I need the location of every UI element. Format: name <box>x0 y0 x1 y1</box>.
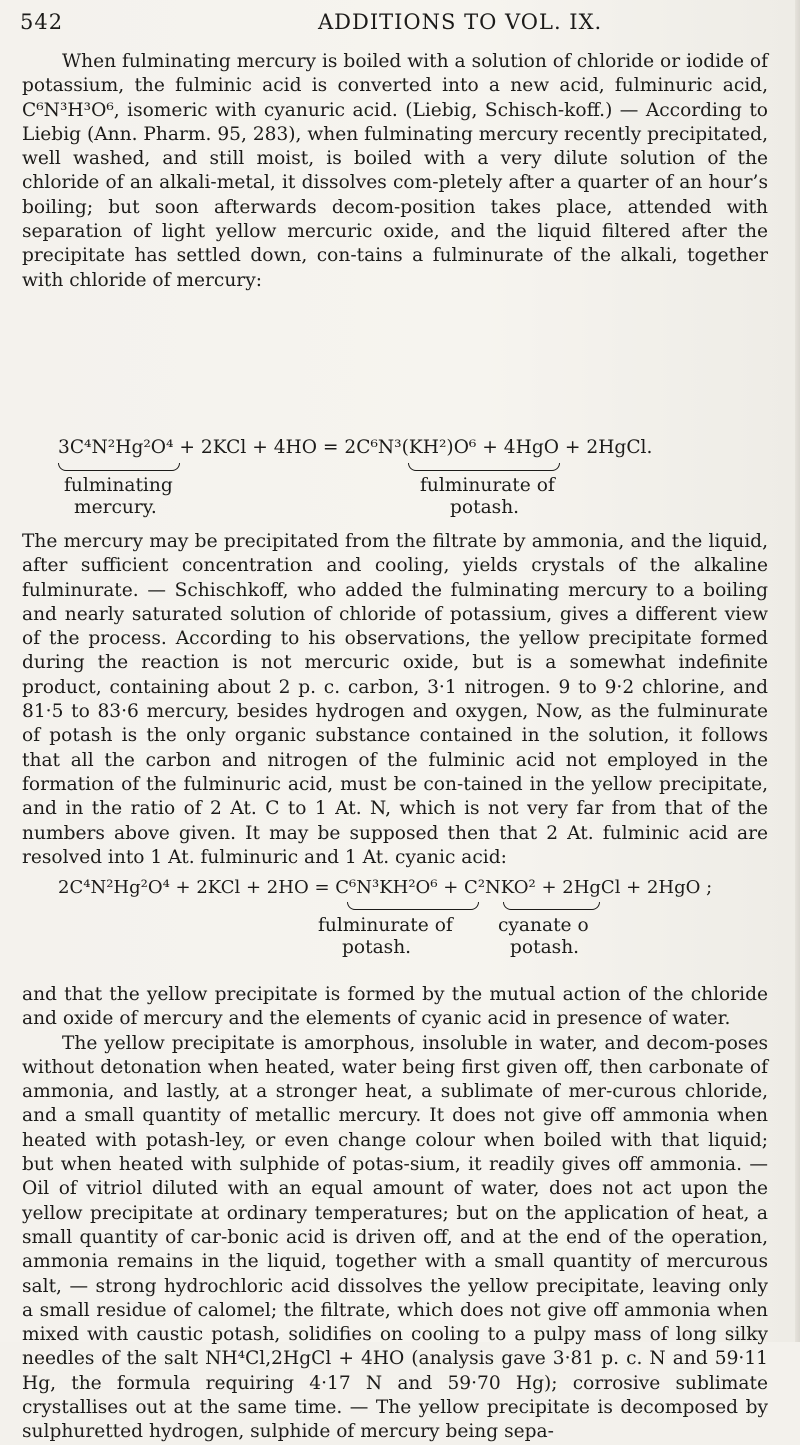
page-number: 542 <box>20 10 64 34</box>
equation-1-label-fulminating: fulminating <box>64 475 173 496</box>
paragraph-2-block <box>22 530 768 870</box>
equation-1-label-fulminurate: fulminurate of <box>420 475 555 496</box>
paragraph-2: The mercury may be precipitated from the filtrate by ammonia, and the liquid, after sufficient concentration and cooling, yields crystals of the alkaline fulminurate. — Schischkoff, who added the fulminating mercury to a boiling and nearly saturated solution of chloride of potassium, gives a different view of the process. According to his observations, the yellow precipitate formed during the reaction is not mercuric oxide, but is a somewhat indefinite product, containing about 2 p. c. carbon, 3·1 nitrogen. 9 to 9·2 chlorine, and 81·5 to 83·6 mercury, besides hydrogen and oxygen, Now, as the fulminurate of potash is the only organic substance contained in the solution, it follows that all the carbon and nitrogen of the fulminic acid not employed in the formation of the fulminuric acid, must be con-tained in the yellow precipitate, and in the ratio of 2 At. C to 1 At. N, which is not very far from that of the numbers above given. It may be supposed then that 2 At. fulminic acid are resolved into 1 At. fulminuric and 1 At. cyanic acid: <box>22 531 768 868</box>
running-title: ADDITIONS TO VOL. IX. <box>318 10 603 34</box>
page-header <box>20 10 780 44</box>
equation-1: 3C⁴N²Hg²O⁴ + 2KCl + 4HO = 2C⁶N³(KH²)O⁶ + 4HgO + 2HgCl. <box>58 437 653 458</box>
equation-2-label-potash-a: potash. <box>342 937 412 958</box>
equation-1-label-mercury: mercury. <box>74 497 157 518</box>
equation-2-brace-a <box>347 902 479 910</box>
equation-2: 2C⁴N²Hg²O⁴ + 2KCl + 2HO = C⁶N³KH²O⁶ + C²NKO² + 2HgCl + 2HgO ; <box>58 877 713 898</box>
equation-1-label-potash: potash. <box>450 497 520 518</box>
paragraph-1-block <box>22 50 768 293</box>
equation-2-label-cyanate: cyanate o <box>498 915 589 936</box>
paragraph-1: When fulminating mercury is boiled with a solution of chloride or iodide of potassium, the fulminic acid is converted into a new acid, fulminuric acid, C⁶N³H³O⁶, isomeric with cyanuric acid. (Liebig, Schisch-koff.) — According to Liebig (Ann. Pharm. 95, 283), when fulminating mercury recently precipitated, well washed, and still moist, is boiled with a very dilute solution of the chloride of an alkali-metal, it dissolves com-pletely after a quarter of an hour’s boiling; but soon afterwards decom-position takes place, attended with separation of light yellow mercuric oxide, and the liquid filtered after the precipitate has settled down, con-tains a fulminurate of the alkali, together with chloride of mercury: <box>22 51 768 291</box>
equation-2-label-potash-b: potash. <box>510 937 580 958</box>
paragraph-4: The yellow precipitate is amorphous, insoluble in water, and decom-poses without detonation when heated, water being first given off, then carbonate of ammonia, and lastly, at a stronger heat, a sublimate of mer-curous chloride, and a small quantity of metallic mercury. It does not give off ammonia when heated with potash-ley, or even change colour when boiled with that liquid; but when heated with sulphide of potas-sium, it readily gives off ammonia. —Oil of vitriol diluted with an equal amount of water, does not act upon the yellow precipitate at ordinary temperatures; but on the application of heat, a small quantity of car-bonic acid is driven off, and at the end of the operation, ammonia remains in the liquid, together with a small quantity of mercurous salt, — strong hydrochloric acid dissolves the yellow precipitate, leaving only a small residue of calomel; the filtrate, which does not give off ammonia when mixed with caustic potash, solidifies on cooling to a pulpy mass of long silky needles of the salt NH⁴Cl,2HgCl + 4HO (analysis gave 3·81 p. c. N and 59·11 Hg, the formula requiring 4·17 N and 59·70 Hg); corrosive sublimate crystallises out at the same time. — The yellow precipitate is decomposed by sulphuretted hydrogen, sulphide of mercury being sepa- <box>22 1032 768 1443</box>
equation-1-brace-left <box>58 463 180 471</box>
equation-2-label-fulminurate: fulminurate of <box>318 915 453 936</box>
paragraph-3: and that the yellow precipitate is formed by the mutual action of the chloride and oxide of mercury and the elements of cyanic acid in presence of water. <box>22 984 768 1030</box>
paragraph-3-block <box>22 983 768 1445</box>
page-edge-shadow <box>795 0 800 1342</box>
equation-2-brace-b <box>503 902 600 910</box>
equation-1-brace-right <box>408 463 560 471</box>
